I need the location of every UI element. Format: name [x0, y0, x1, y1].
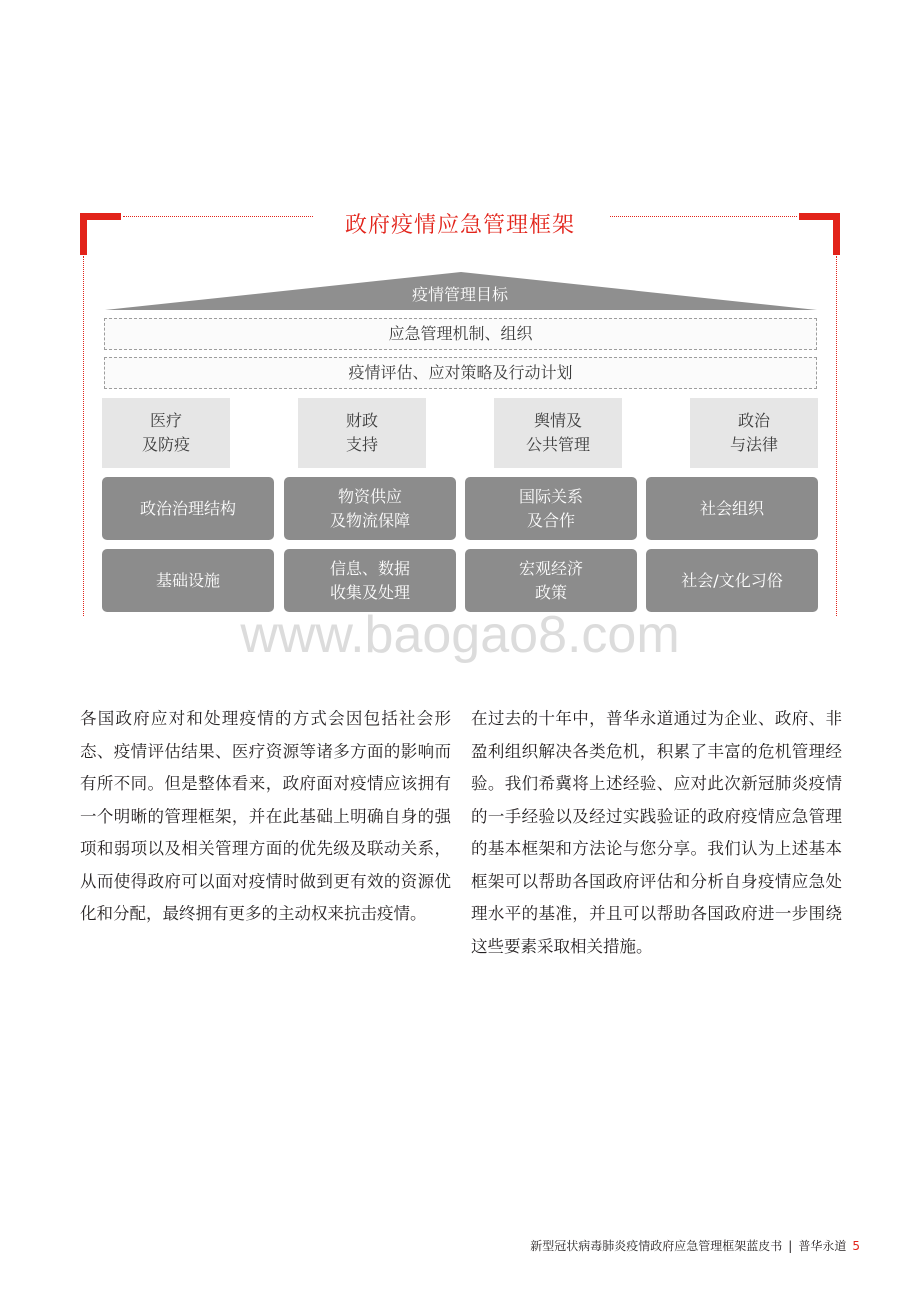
roof-label: 疫情管理目标 — [411, 285, 508, 304]
dotted-frame-right — [836, 256, 837, 616]
footer-doc-title: 新型冠状病毒肺炎疫情政府应急管理框架蓝皮书 — [530, 1239, 783, 1253]
pillar-line: 财政 — [345, 411, 378, 430]
foundation-line: 政策 — [534, 582, 567, 602]
pillar-line: 及防疫 — [141, 435, 190, 454]
foundation-governance-structure — [102, 477, 274, 540]
foundation-social-organizations — [646, 477, 818, 540]
pillar-line: 医疗 — [149, 411, 182, 430]
pillar-line: 舆情及 — [533, 411, 582, 430]
assessment-bar: 疫情评估、应对策略及行动计划 — [104, 357, 817, 389]
pillar-politics-law — [690, 398, 818, 468]
body-paragraph-right: 在过去的十年中，普华永道通过为企业、政府、非盈利组织解决各类危机，积累了丰富的危机管理经验。我们希冀将上述经验、应对此次新冠肺炎疫情的一手经验以及经过实践验证的政府疫情应急管理的基本框架和方法论与您分享。我们认为上述基本框架可以帮助各国政府评估和分析自身疫情应急处理水平的基准，并且可以帮助各国政府进一步围绕这些要素采取相关措施。 — [471, 709, 842, 956]
pillar-line: 与法律 — [729, 435, 778, 454]
foundation-line: 及合作 — [526, 510, 575, 530]
foundation-line: 信息、数据 — [329, 558, 410, 578]
foundation-line: 物资供应 — [337, 486, 402, 506]
pillar-line: 政治 — [737, 411, 770, 430]
pillar-medical — [102, 398, 230, 468]
foundation-line: 社会/文化习俗 — [681, 570, 783, 590]
body-paragraph-left: 各国政府应对和处理疫情的方式会因包括社会形态、疫情评估结果、医疗资源等诸多方面的影响而有所不同。但是整体看来，政府面对疫情应该拥有一个明晰的管理框架，并在此基础上明确自身的强项和弱项以及相关管理方面的优先级及联动关系，从而使得政府可以面对疫情时做到更有效的资源优化和分配，最终拥有更多的主动权来抗击疫情。 — [80, 709, 451, 923]
mechanism-bar: 应急管理机制、组织 — [104, 318, 817, 350]
footer-brand: 普华永道 — [798, 1239, 847, 1253]
foundation-line: 宏观经济 — [518, 558, 583, 578]
foundation-line: 及物流保障 — [329, 510, 410, 530]
pillar-line: 支持 — [345, 435, 378, 454]
corner-bracket-right-vertical — [833, 213, 840, 255]
dotted-rule-right — [610, 216, 797, 217]
foundation-line: 国际关系 — [518, 486, 583, 506]
foundation-line: 收集及处理 — [329, 582, 410, 602]
footer-separator: | — [788, 1239, 793, 1253]
watermark: www.baogao8.com — [240, 606, 680, 664]
pillar-line: 公共管理 — [525, 435, 590, 454]
foundation-line: 社会组织 — [699, 498, 764, 518]
foundation-line: 政治治理结构 — [139, 498, 236, 518]
pillar-public-opinion — [494, 398, 622, 468]
page-footer — [480, 1236, 860, 1256]
pillar-finance — [298, 398, 426, 468]
foundation-international-relations — [465, 477, 637, 540]
dotted-frame-left — [83, 256, 84, 616]
dotted-rule-left — [123, 216, 313, 217]
page-number: 5 — [852, 1239, 860, 1253]
corner-bracket-left-vertical — [80, 213, 87, 255]
foundation-line: 基础设施 — [155, 570, 220, 590]
foundation-supply-logistics — [284, 477, 456, 540]
framework-title: 政府疫情应急管理框架 — [344, 213, 575, 238]
